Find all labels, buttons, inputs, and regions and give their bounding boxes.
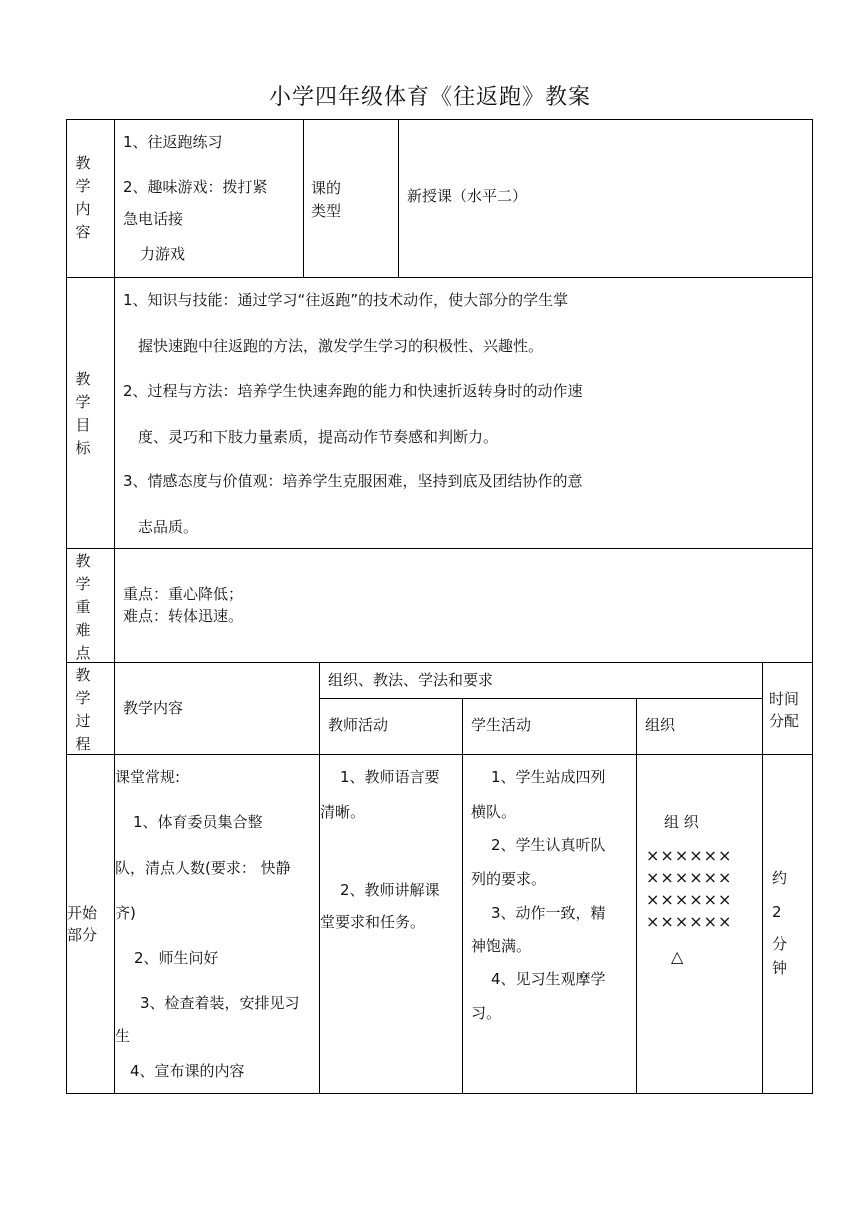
page-title: 小学四年级体育《往返跑》教案: [268, 85, 591, 110]
teacher-activity-header: 教师活动: [328, 716, 389, 734]
start-content-line: 1、体育委员集合整: [133, 813, 263, 831]
content-row-label: 教学内容: [75, 154, 91, 241]
start-section-label: 开始部分: [67, 904, 98, 944]
content-item: 1、往返跑练习: [123, 133, 223, 151]
lesson-type-value: 新授课（水平二）: [407, 187, 528, 205]
time-line: 2: [772, 903, 782, 921]
organization-header: 组织: [645, 716, 676, 734]
process-row-label: 教学过程: [75, 666, 91, 753]
org-method-header: 组织、教法、学法和要求: [328, 671, 494, 689]
formation-row: ××××××: [646, 868, 733, 887]
start-content-line: 课堂常规:: [115, 768, 181, 786]
time-line: 约: [772, 869, 788, 887]
goals-row-label: 教学目标: [75, 370, 91, 457]
start-content-line: 生: [115, 1027, 131, 1045]
content-header: 教学内容: [123, 699, 184, 717]
student-activity-line: 4、见习生观摩学: [491, 970, 606, 988]
goal-line: 度、灵巧和下肢力量素质，提高动作节奏感和判断力。: [138, 428, 499, 446]
time-line: 钟: [772, 959, 788, 977]
time-allocation-header: 时间分配: [769, 690, 800, 730]
teacher-activity-line: 1、教师语言要: [340, 768, 440, 786]
student-activity-line: 1、学生站成四列: [491, 768, 606, 786]
start-content-line: 2、师生问好: [134, 949, 219, 967]
goal-line: 志品质。: [138, 518, 199, 536]
goal-line: 2、过程与方法：培养学生快速奔跑的能力和快速折返转身时的动作速: [123, 382, 583, 400]
teacher-position-marker: △: [671, 947, 684, 966]
student-activity-line: 横队。: [471, 803, 517, 821]
start-content-line: 4、宣布课的内容: [130, 1062, 245, 1080]
keypoints-row-label: 教学重难点: [75, 552, 91, 662]
student-activity-line: 2、学生认真听队: [491, 836, 606, 854]
formation-row: ××××××: [646, 890, 733, 909]
start-content-line: 队，清点人数(要求： 快静: [115, 859, 291, 877]
goal-line: 1、知识与技能：通过学习“往返跑”的技术动作，使大部分的学生掌: [123, 291, 569, 309]
teacher-activity-line: 堂要求和任务。: [320, 913, 426, 931]
student-activity-line: 神饱满。: [471, 937, 532, 955]
formation-row: ××××××: [646, 912, 733, 931]
organization-label: 组 织: [664, 813, 699, 831]
content-item: 2、趣味游戏：拨打紧: [123, 178, 268, 196]
goal-line: 握快速跑中往返跑的方法，激发学生学习的积极性、兴趣性。: [138, 337, 544, 355]
difficult-point: 难点：转体迅速。: [123, 607, 244, 625]
goal-line: 3、情感态度与价值观：培养学生克服困难，坚持到底及团结协作的意: [123, 472, 583, 490]
student-activity-line: 习。: [471, 1004, 502, 1022]
time-line: 分: [772, 935, 788, 953]
teacher-activity-line: 清晰。: [320, 803, 366, 821]
lesson-type-label: 课的类型: [311, 179, 342, 220]
content-item: 急电话接: [123, 210, 184, 228]
student-activity-header: 学生活动: [471, 716, 532, 734]
start-content-line: 齐): [115, 904, 136, 922]
formation-row: ××××××: [646, 846, 733, 865]
content-item: 力游戏: [140, 245, 186, 263]
key-point: 重点：重心降低；: [123, 585, 244, 603]
student-activity-line: 3、动作一致，精: [491, 904, 606, 922]
student-activity-line: 列的要求。: [471, 870, 547, 888]
teacher-activity-line: 2、教师讲解课: [340, 881, 440, 899]
start-content-line: 3、检查着装，安排见习: [140, 994, 300, 1012]
